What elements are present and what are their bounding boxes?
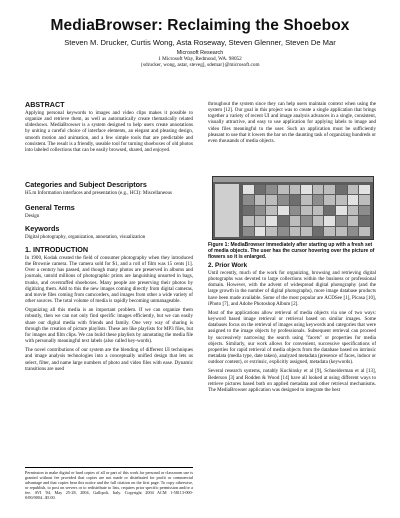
paper-title: MediaBrowser: Reclaiming the Shoebox <box>50 17 350 34</box>
figure-thumbnail <box>324 216 335 225</box>
figure-thumbnail <box>290 206 301 215</box>
figure-thumbnail <box>266 195 277 204</box>
introduction-heading: 1. INTRODUCTION <box>25 245 89 254</box>
figure-thumbnail <box>324 195 335 204</box>
figure-thumbnail <box>266 227 277 236</box>
paper-authors: Steven M. Drucker, Curtis Wong, Asta Roseway, Steven Glenner, Steven De Mar <box>64 38 336 47</box>
figure-thumbnail <box>336 206 347 215</box>
figure-thumbnail <box>301 206 312 215</box>
figure-thumbnail <box>266 206 277 215</box>
intro-paragraph-4: throughout the system since they can help users maintain context when using the system [12]. Our goal in this project was to create a single application that brings together a variety of recent UI and image analysis advances in a single, consistent, visually attractive, and easy to use application for applying labels to image and video files meaningful to the user. Such an application must be sufficiently pleasant to use that it lowers the bar on the daunting task of organizing hundreds or even thousands of media objects. <box>208 101 376 144</box>
figure-thumbnail <box>313 206 324 215</box>
figure-thumbnail <box>313 216 324 225</box>
abstract-text <box>25 110 193 153</box>
prior-work-heading: 2. Prior Work <box>208 262 248 269</box>
prior-paragraph-1: Until recently, much of the work for organizing, browsing and retrieving digital photographs was devoted to large collections within the business or professional domain. However, with the advent of widespread digital photography (and the large growth in the number of digital photographs), more image database products have been made available. Some of the most popular are ACDSee [1], Picasa [10], iPhoto [7], and Adobe Photoshop Album [2]. <box>208 270 376 307</box>
figure-thumbnail <box>313 227 324 236</box>
figure-1-caption: Figure 1: MediaBrowser immediately after starting up with a fresh set of media objects. The user has the cursor hovering over the picture of flowers so it is enlarged. <box>208 242 375 260</box>
categories-heading: Categories and Subject Descriptors <box>25 180 147 189</box>
figure-thumbnail <box>313 195 324 204</box>
figure-thumbnail <box>278 195 289 204</box>
permission-notice: Permission to make digital or hard copies of all or part of this work for personal or classroom use is granted without fee provided that copies are not made or distributed for profit or commercial advantage and that copies bear this notice and the full citation on the first page. To copy otherwise, or republish, to post on servers or to redistribute to lists, requires prior specific permission and/or a fee. AVI '04, May 25-28, 2004, Gallipoli, Italy. Copyright 2004 ACM 1-58113-000-0/00/0004...$5.00. <box>25 467 193 500</box>
figure-thumbnail <box>278 206 289 215</box>
figure-thumbnail <box>255 195 266 204</box>
figure-thumbnail <box>243 216 254 225</box>
figure-thumbnail <box>336 216 347 225</box>
figure-thumbnail <box>359 185 370 194</box>
intro-paragraph-3: The novel contributions of our system are the blending of different UI techniques and image analysis technologies into a conceptually unified design that lets us select, filter, and name large numbers of photo and video files with ease. Dynamic transitions are used <box>25 347 193 372</box>
affiliation-email: {sdrucker, wong, astar, steveg], sdemar}@microsoft.com <box>140 62 260 68</box>
figure-thumbnail <box>243 227 254 236</box>
figure-thumbnail <box>313 185 324 194</box>
figure-thumbnail <box>301 195 312 204</box>
figure-thumbnail <box>290 216 301 225</box>
figure-thumbnail <box>278 216 289 225</box>
figure-thumbnail <box>255 227 266 236</box>
prior-paragraph-3: Several research systems, notably Kuchinsky et al [9], Schneiderman et al [13], Bederson [3] and Rodden & Wood [14] have all looked at using different ways to retrieve pictures based both on applied metadata and other retrieval mechanisms. The MediaBrowser application was designed to integrate the best <box>208 368 376 393</box>
figure-thumbnail <box>359 195 370 204</box>
figure-thumbnail <box>290 195 301 204</box>
terms-heading: General Terms <box>25 203 75 212</box>
figure-thumbnail <box>243 206 254 215</box>
figure-thumbnail <box>301 227 312 236</box>
figure-thumbnail <box>324 206 335 215</box>
figure-thumbnail-grid <box>243 185 370 236</box>
figure-thumbnail <box>348 216 359 225</box>
figure-thumbnail <box>336 185 347 194</box>
prior-work-body <box>208 270 376 393</box>
figure-thumbnail <box>348 206 359 215</box>
keywords-heading: Keywords <box>25 224 60 233</box>
prior-paragraph-2: Most of the applications allow retrieval of media objects via one of two ways: keyword based image retrieval or retrieval based on similar images. Some databases focus on the retrieval of images using keywords and categories that were assigned to the image objects by professionals. Subsequent retrieval can proceed by successively narrowing the search using "facets" or properties for media objects. Similarly, our work allows for convenient, successive specifications of properties for rapid retrieval of media objects from the database based on intrinsic metadata (media type, date taken), analyzed metadata (presence of faces, indoor or outdoor content), or extrinsic, explicitly assigned, metadata (keywords). <box>208 309 376 366</box>
figure-thumbnail <box>290 227 301 236</box>
figure-thumbnail <box>348 185 359 194</box>
figure-thumbnail <box>324 227 335 236</box>
abstract-paragraph: Applying personal keywords to images and video clips makes it possible to organize and retrieve them, as well as automatically create thematically related slideshows. MediaBrowser is a system designed to help users create annotations by uniting a careful choice of interface elements, an elegant and pleasing design, smooth motion and animation, and a few simple tools that are predictable and consistent. The result is a friendly, useable tool for turning shoeboxes of old photos into labeled collections that can be easily browsed, shared, and enjoyed. <box>25 110 193 153</box>
figure-thumbnail <box>348 195 359 204</box>
intro-paragraph-1: In 1900, Kodak created the field of consumer photography when they introduced the Brownie camera. The camera sold for $1, and a roll of film was 15 cents [1]. Over a century has passed, and though many photos are preserved in albums and journals, untold millions of photographic prints are languishing unsorted in bags, trunks, and overstuffed shoeboxes. Many people are preserving their photos by digitizing them. Add to this the new images coming directly from digital cameras, and movie files coming from camcorders, and images from other a wide variety of other sources. The total volume of media is rapidly becoming unmanageable. <box>25 255 193 305</box>
abstract-heading: ABSTRACT <box>25 100 65 109</box>
figure-thumbnail <box>243 185 254 194</box>
figure-thumbnail <box>290 185 301 194</box>
figure-thumbnail <box>359 206 370 215</box>
affiliation-org: Microsoft Research <box>176 50 224 56</box>
figure-thumbnail <box>359 227 370 236</box>
keywords-text: Digital photography, organization, annotation, visualization <box>25 234 146 240</box>
figure-1-screenshot <box>212 176 374 240</box>
figure-thumbnail <box>278 185 289 194</box>
figure-thumbnail <box>255 185 266 194</box>
intro-paragraph-2: Organizing all this media is an important problem. If we can organize them robustly, then we can not only find specific images efficiently, but we can easily share our digital media with friends and family. One very way of sharing is through the creation of picture playlists. These are like playlists for MP3 files, but for images and film clips. We can build these playlists by annotating the media file with personally meaningful text labels (also called key-words). <box>25 307 193 345</box>
figure-thumbnail <box>301 185 312 194</box>
introduction-body <box>25 255 193 372</box>
figure-thumbnail <box>266 185 277 194</box>
terms-text: Design <box>25 213 40 219</box>
categories-text: H5.m Information interfaces and presentation (e.g., HCI): Miscellaneous <box>25 190 173 196</box>
figure-sidebar <box>215 184 239 237</box>
figure-thumbnail <box>336 227 347 236</box>
figure-thumbnail <box>359 216 370 225</box>
figure-thumbnail <box>348 227 359 236</box>
figure-thumbnail <box>324 185 335 194</box>
figure-thumbnail <box>266 216 277 225</box>
figure-toolbar <box>213 177 373 182</box>
figure-thumbnail <box>255 216 266 225</box>
figure-thumbnail <box>278 227 289 236</box>
affiliation-address: 1 Microsoft Way, Redmond, WA. 98052 <box>158 56 242 62</box>
right-column-intro <box>208 101 376 144</box>
figure-thumbnail <box>336 195 347 204</box>
figure-thumbnail <box>301 216 312 225</box>
figure-thumbnail <box>243 195 254 204</box>
figure-thumbnail <box>255 206 266 215</box>
